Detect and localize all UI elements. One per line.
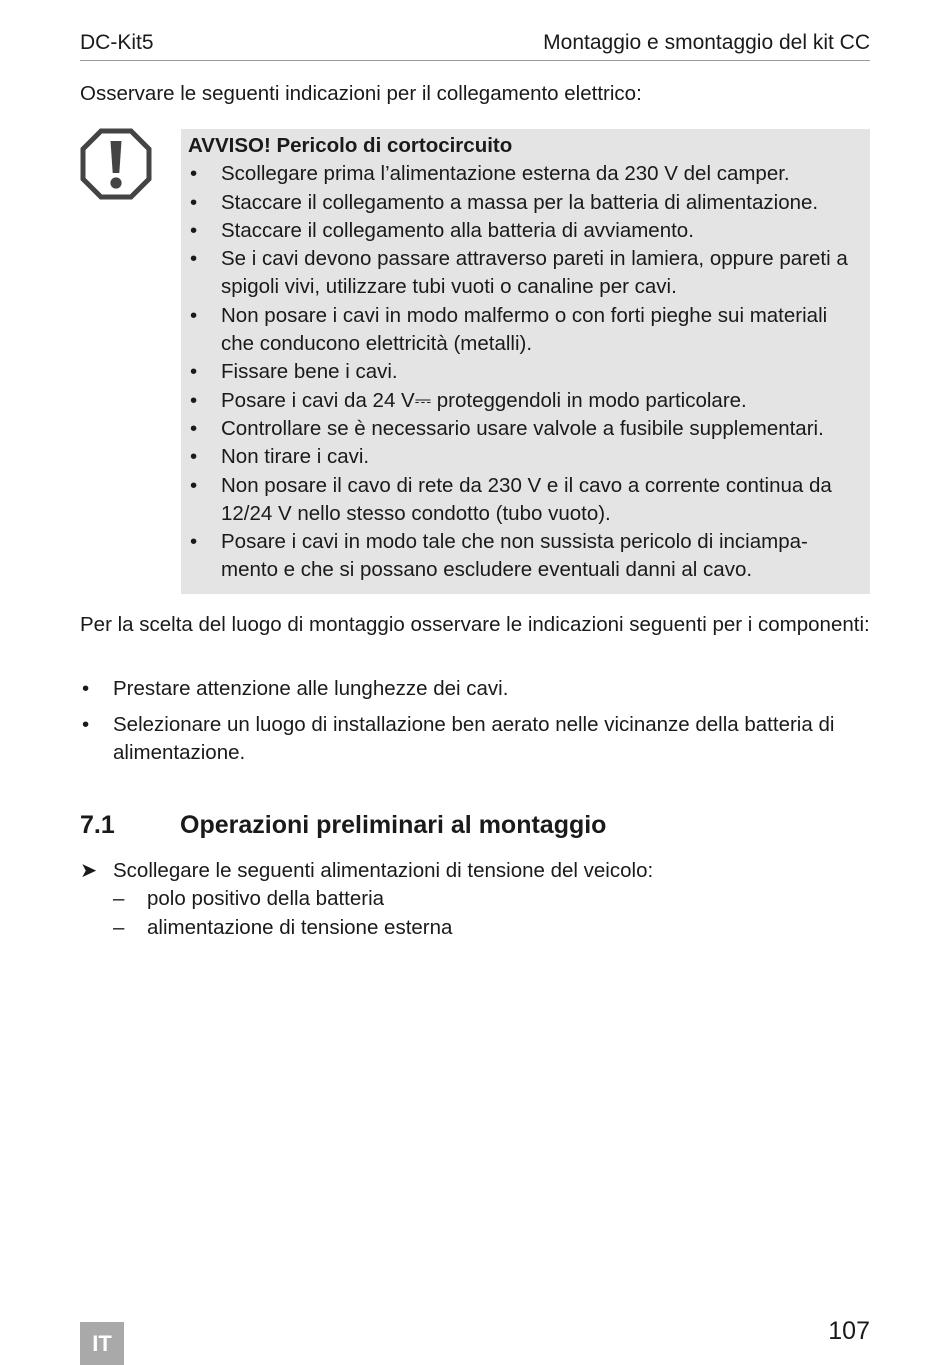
section-number: 7.1 xyxy=(80,811,115,839)
warning-box xyxy=(181,129,870,594)
warning-item: • Non posare il cavo di rete da 230 V e il cavo a corrente continua da 12/24 V nello stesso condotto (tubo vuoto). xyxy=(190,473,832,525)
list-item: • Prestare attenzione alle lunghezze dei cavi. xyxy=(82,677,509,700)
warning-list xyxy=(188,160,860,584)
step-sublist xyxy=(113,885,452,943)
warning-item: • Staccare il collegamento a massa per la batteria di alimentazione. xyxy=(190,190,819,214)
language-badge: IT xyxy=(80,1322,124,1365)
warning-title: AVVISO! Pericolo di cortocircuito xyxy=(188,134,513,157)
intro-text: Osservare le seguenti indicazioni per il collegamento elettrico: xyxy=(80,82,642,105)
document-title: DC-Kit5 xyxy=(80,31,154,54)
warning-item: • Se i cavi devono passare attraverso pareti in lamiera, oppure pareti a spigoli vivi, utilizzare tubi vuoti o canaline per cavi. xyxy=(190,247,848,299)
warning-item: • Scollegare prima l’alimentazione esterna da 230 V del camper. xyxy=(190,162,790,186)
warning-item: • Posare i cavi in modo tale che non sussista pericolo di inciampa-mento e che si possano escludere eventuali danni al cavo. xyxy=(190,530,808,582)
list-item: • Selezionare un luogo di installazione ben aerato nelle vicinanze della batteria di alimentazione. xyxy=(82,712,835,764)
page-number: 107 xyxy=(828,1317,870,1345)
mounting-location-text: Per la scelta del luogo di montaggio osservare le indicazioni seguenti per i componenti: xyxy=(80,613,870,636)
page-header xyxy=(80,28,870,61)
warning-item: • Fissare bene i cavi. xyxy=(190,360,398,384)
instruction-step xyxy=(80,857,653,886)
component-list xyxy=(80,675,870,775)
warning-item: • Controllare se è necessario usare valvole a fusibile supplementari. xyxy=(190,416,824,440)
step-text: Scollegare le seguenti alimentazioni di tensione del veicolo: xyxy=(113,859,654,882)
exclamation-octagon-icon xyxy=(80,128,152,200)
warning-item: • Non posare i cavi in modo malfermo o con forti pieghe sui materiali che conducono elettricità (metalli). xyxy=(190,303,828,356)
sub-item: – alimentazione di tensione esterna xyxy=(113,915,453,939)
section-title: Operazioni preliminari al montaggio xyxy=(180,811,607,839)
chapter-title: Montaggio e smontaggio del kit CC xyxy=(543,31,870,54)
warning-item: • Non tirare i cavi. xyxy=(190,445,370,469)
section-heading xyxy=(80,808,606,842)
arrow-icon: ➤ xyxy=(80,859,98,882)
warning-item: • Posare i cavi da 24 V⎓ proteggendoli in modo particolare. xyxy=(190,388,747,412)
sub-item: – polo positivo della batteria xyxy=(113,887,385,910)
warning-item: • Staccare il collegamento alla batteria di avviamento. xyxy=(190,218,694,242)
